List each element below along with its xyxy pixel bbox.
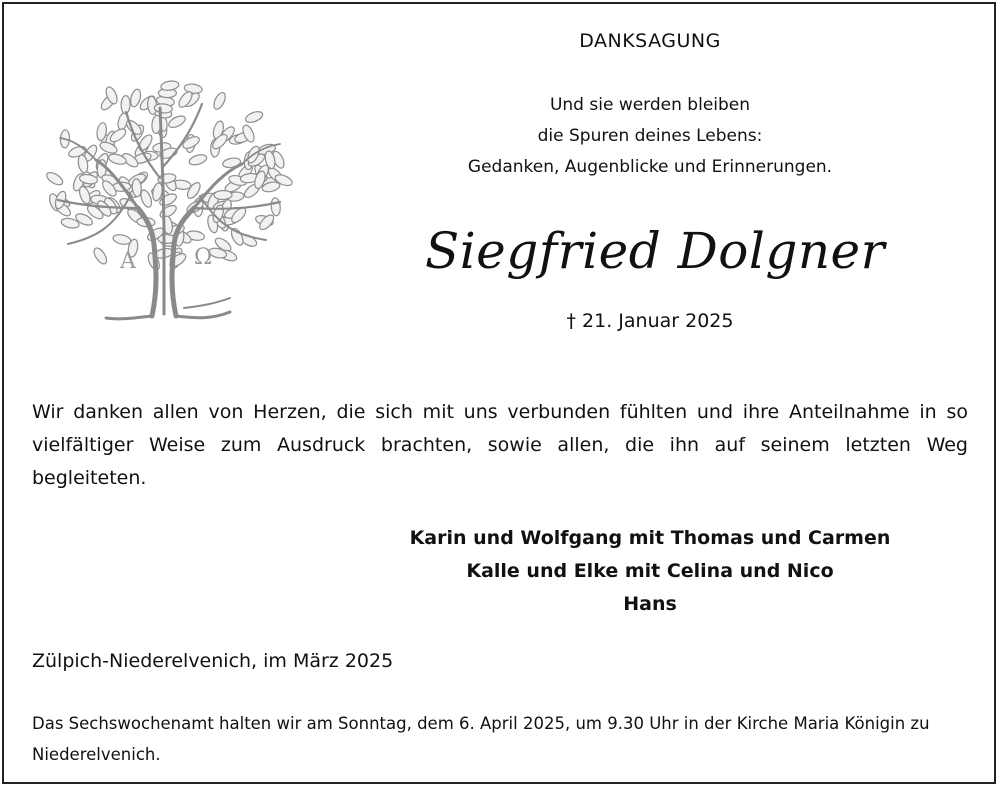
verse-line-1: Und sie werden bleiben: [549, 95, 751, 115]
verse-line-3: Gedanken, Augenblicke und Erinnerungen.: [467, 157, 833, 177]
header-block: [420, 30, 880, 183]
death-date: † 21. Januar 2025: [566, 310, 734, 332]
family-line-3: Hans: [623, 593, 677, 615]
family-line-1: Karin und Wolfgang mit Thomas und Carmen: [409, 527, 891, 549]
family-signatures: [330, 522, 970, 621]
leaf: [108, 126, 128, 144]
verse-line-2: die Spuren deines Lebens:: [537, 126, 763, 146]
leaf: [112, 233, 131, 246]
place-date: Zülpich-Niederelvenich, im März 2025: [32, 650, 394, 672]
page-title: DANKSAGUNG: [579, 30, 721, 52]
leaf: [98, 140, 118, 155]
tree-of-life-icon: [34, 68, 300, 326]
leaf: [214, 190, 232, 199]
leaf: [45, 170, 65, 187]
leaf: [92, 246, 109, 266]
omega-symbol: Ω: [194, 245, 213, 270]
thanks-paragraph: Wir danken allen von Herzen, die sich mit uns verbunden fühlten und ihre Anteilnahme in so vielfältiger Weise zum Ausdruck brachten, sowie allen, die ihn auf seinem letzten Weg begleiteten.: [32, 401, 968, 489]
leaf: [160, 80, 179, 92]
leaf: [212, 91, 228, 111]
leaf: [188, 153, 208, 167]
leaf: [77, 185, 92, 205]
leaf: [270, 197, 281, 216]
service-notice: Das Sechswochenamt halten wir am Sonntag, dem 6. April 2025, um 9.30 Uhr in der Kirche Maria Königin zu Niederelvenich.: [32, 714, 930, 764]
leaf: [244, 110, 264, 125]
alpha-symbol: A: [120, 249, 136, 274]
family-line-2: Kalle und Elke mit Celina und Nico: [466, 560, 834, 582]
deceased-name: Siegfried Dolgner: [424, 222, 886, 280]
